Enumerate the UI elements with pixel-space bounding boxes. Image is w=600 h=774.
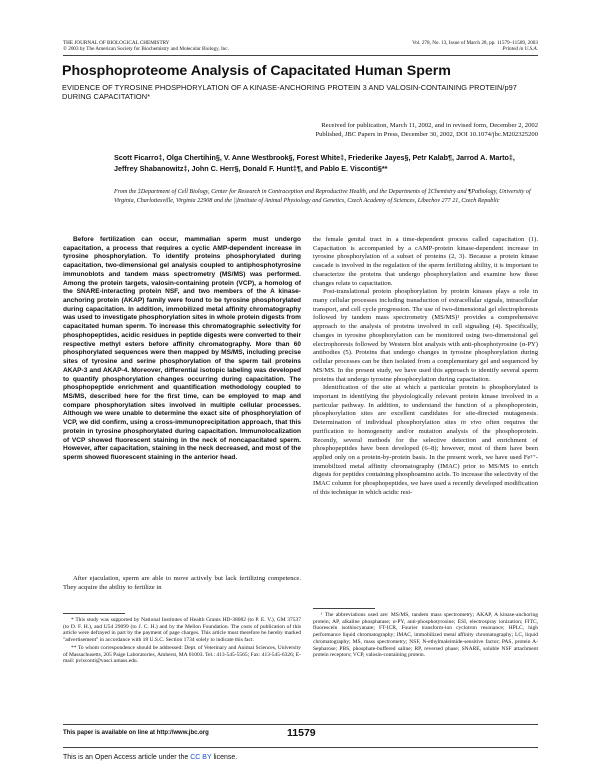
journal-name: THE JOURNAL OF BIOLOGICAL CHEMISTRY (63, 40, 170, 46)
article-title: Phosphoproteome Analysis of Capacitated Human Sperm (62, 63, 451, 79)
license-rule (63, 747, 538, 748)
intro-right-column (313, 236, 538, 498)
intro-left-column (63, 575, 301, 592)
affiliations: From the ‡Department of Cell Biology, Center for Research in Contraception and Reproductive Health, and the Departments of ‡Chemistry and ¶Pathology, University of Virginia, Charlottesville, Virginia 22908 and the ||Institute of Animal Physiology and Genetics, Czech Academy of Sciences, Libechov 277 21, Czech Republic (114, 189, 531, 204)
in-vivo-term: in vivo (460, 419, 482, 427)
received-dates (200, 122, 538, 139)
footnotes-right (313, 612, 538, 660)
printed-line: Printed in U.S.A. (502, 46, 538, 53)
online-availability: This paper is available on line at http://www.jbc.org (63, 730, 209, 736)
footnote-rule-left (63, 613, 125, 614)
journal-header (63, 40, 303, 52)
intro-paragraph-1: the female genital tract in a time-dependent process called capacitation (1). Capacitation is accompanied by a cAMP-protein kinase-dependent increase in tyrosine phosphorylation of a subset of proteins (2, 3). Because a protein kinase cascade is involved in the regulation of the sperm fertilizing ability, it is important to characterize the proteins that undergo phosphorylation and examine how these changes relate to capacitation. (313, 236, 538, 287)
footnotes-left (63, 617, 301, 666)
page-number: 11579 (287, 727, 316, 739)
intro-paragraph-2: Post-translational protein phosphorylation by protein kinases plays a role in many cellular processes including transduction of extracellular signals, intracellular transport, and cell cycle progression. The use of two-dimensional gel electrophoresis followed by tandem mass spectrometry (MS/MS)¹ provides a comprehensive approach to the analysis of proteins involved in cell signaling (4). Specifically, changes in tyrosine phosphorylation can be monitored using two-dimensional gel electrophoresis followed by Western blot analysis with anti-phosphotyrosine (α-PY) antibodies (5). Proteins that undergo changes in tyrosine phosphorylation during cellular processes can be then isolated from a complementary gel and sequenced by MS/MS. In the present study, we have used this approach to identify several sperm proteins that undergo tyrosine phosphorylation during capacitation. (313, 288, 538, 383)
intro-paragraph-3b: often requires the purification to homogeneity and/or mutation analysis of the phosphoprotein. Recently, several methods for the selective detection and enrichment of phosphopeptides have been developed (6–8); however, most of them have been applied only on a protein-by-protein basis. In the present work, we have used Fe³⁺-immobilized metal affinity chromatography (IMAC) prior to MS/MS to enrich digests for peptides containing phosphoamino acids. To increase the selectivity of the IMAC column for phosphopeptides, we have used a recently developed modification of this technique in which acidic resi- (313, 419, 539, 496)
intro-paragraph-3 (313, 384, 538, 497)
open-access-text-pre: This is an Open Access article under the (63, 754, 191, 761)
open-access-text-post: license. (211, 754, 238, 761)
correspondence-footnote: ** To whom correspondence should be addressed: Dept. of Veterinary and Animal Sciences, University of Massachusetts, 205 Paige Laboratories, Amherst, MA 01003. Tel.: 413-545-5565; Fax: 413-545-6326; E-mail: pvisconti@vasci.umass.edu. (63, 644, 301, 665)
received-line: Received for publication, March 11, 2002, and in revised form, December 2, 2002 (321, 122, 538, 129)
footnote-rule-right (313, 608, 375, 609)
issue-header (360, 40, 538, 52)
published-line: Published, JBC Papers in Press, December 30, 2002, DOI 10.1074/jbc.M202325200 (315, 130, 538, 138)
volume-line: Vol. 278, No. 13, Issue of March 28, pp. 11579–11589, 2003 (412, 40, 538, 46)
author-list: Scott Ficarro‡, Olga Chertihin§, V. Anne Westbrook§, Forest White‡, Friederike Jayes§, Petr Kalab¶, Jarrod A. Marto‡, Jeffrey Shabanowitz‡, John C. Herr§, Donald F. Hunt‡¶, and Pablo E. Visconti§** (114, 153, 515, 173)
footer-rule (63, 724, 538, 725)
intro-paragraph-start: After ejaculation, sperm are able to move actively but lack fertilizing competence. They acquire the ability to fertilize in (63, 575, 301, 591)
abstract: Before fertilization can occur, mammalian sperm must undergo capacitation, a process that requires a cyclic AMP-dependent increase in tyrosine phosphorylation. To identify proteins phosphorylated during capacitation, two-dimensional gel analysis coupled to antiphosphotyrosine immunoblots and tandem mass spectrometry (MS/MS) was performed. Among the protein targets, valosin-containing protein (VCP), a homolog of the SNARE-interacting protein NSF, and two members of the A kinase-anchoring protein (AKAP) family were found to be tyrosine phosphorylated during capacitation. In addition, immobilized metal affinity chromatography was used to investigate phosphorylation sites in whole protein digests from capacitated human sperm. To increase this chromatographic selectivity for phosphopeptides, acidic residues in peptide digests were converted to their respective methyl esters before affinity chromatography. More than 60 phosphorylated sequences were then mapped by MS/MS, including precise sites of tyrosine and serine phosphorylation of the sperm tail proteins AKAP-3 and AKAP-4. Moreover, differential isotopic labeling was developed to quantify phosphorylation changes occurring during capacitation. The phosphopeptide enrichment and quantification methodology coupled to MS/MS, described here for the first time, can be employed to map and compare phosphorylation sites involved in multiple cellular processes. Although we were unable to determine the exact site of phosphorylation of VCP, we did confirm, using a cross-immunoprecipitation approach, that this protein in tyrosine phosphorylated during capacitation. Immunolocalization of VCP showed fluorescent staining in the neck of noncapacitated sperm. However, after capacitation, staining in the neck decreased, and most of the sperm showed fluorescent staining in the anterior head. (63, 236, 301, 461)
abbreviations-footnote: ¹ The abbreviations used are: MS/MS, tandem mass spectrometry; AKAP, A kinase-anchoring protein; AP, alkaline phosphatase; α-PY, anti-phosphotyrosine; ESI, electrospray ionization; FITC, fluorescein isothiocyanate; FT-ICR, Fourier transform-ion cyclotron resonance; HPLC, high performance liquid chromatography; IMAC, immobilized metal affinity chromatography; LC, liquid chromatography; MS, mass spectrometry; NSF, N-ethylmaleimide-sensitive factor; PAS, protein A-Sepharose; PBS, phosphate-buffered saline; RP, reversed phase; SNARE, soluble NSF attachment protein receptors; VCP, valosin-containing protein. (313, 612, 538, 659)
copyright-line: © 2003 by The American Society for Biochemistry and Molecular Biology, Inc. (63, 46, 229, 53)
article-subtitle: EVIDENCE OF TYROSINE PHOSPHORYLATION OF A KINASE-ANCHORING PROTEIN 3 AND VALOSIN-CONTAINING PROTEIN/p97 DURING CAPACITATION* (62, 83, 517, 102)
cc-by-link[interactable]: CC BY (190, 754, 212, 761)
intro-paragraph-3a: Identification of the site at which a particular protein is phosphorylated is important in identifying the physiologically relevant protein kinase involved in a particular pathway. In addition, to understand the function of a phosphoprotein, phosphorylation sites are excellent candidates for site-directed mutagenesis. Determination of individual phosphorylation sites (313, 384, 538, 427)
header-rule (63, 55, 538, 56)
funding-footnote: * This study was supported by National Institutes of Health Grants HD-38082 (to P. E. V.), GM 37537 (to D. F. H.), and U54 29099 (to J. C. H.) and by the Mellon Foundation. The costs of publication of this article were defrayed in part by the payment of page charges. This article must therefore be hereby marked "advertisement" in accordance with 18 U.S.C. Section 1734 solely to indicate this fact. (63, 617, 301, 644)
open-access-notice (63, 754, 237, 761)
